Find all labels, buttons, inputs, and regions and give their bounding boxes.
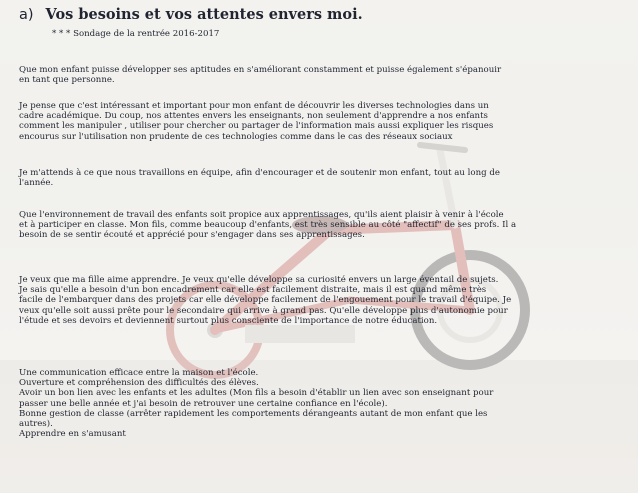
paragraph-line: Je veux que ma fille aime apprendre. Je veux qu'elle développe sa curiosité envers un large éventail de sujets. (19, 275, 499, 285)
paragraph-line: Je sais qu'elle a besoin d'un bon encadrement car elle est facilement distraite, mais il est quand même très (19, 285, 487, 296)
paragraph-line: facile de l'embarquer dans des projets car elle développe facilement de l'engouement pour le travail d'équipe. Je (19, 295, 512, 306)
paragraph-line: en tant que personne. (19, 75, 115, 86)
paragraph-line: veux qu'elle soit aussi prête pour le secondaire qui arrive à grand pas. Qu'elle développe plus d'autonomie pour (19, 305, 508, 316)
paragraph-line: et à participer en classe. Mon fils, comme beaucoup d'enfants, est très sensible au côté "affectif" de ses profs. Il a (19, 220, 517, 231)
response-paragraph-6 (19, 368, 619, 439)
response-paragraph-4 (19, 210, 619, 241)
response-paragraph-2 (19, 101, 619, 142)
paragraph-line: autres). (19, 419, 53, 430)
response-paragraph-5 (19, 275, 619, 326)
paragraph-line: cadre académique. Du coup, nos attentes envers les enseignants, non seulement d'apprendre a nos enfants (19, 111, 488, 122)
paragraph-line: l'année. (19, 178, 54, 189)
paragraph-line: Je m'attends à ce que nous travaillons en équipe, afin d'encourager et de soutenir mon enfant, tout au long de (19, 168, 500, 178)
paragraph-line: Avoir un bon lien avec les enfants et les adultes (Mon fils a besoin d'établir un lien avec son enseignant pour (19, 388, 494, 399)
paragraph-line: Je pense que c'est intéressant et important pour mon enfant de découvrir les diverses technologies dans un (19, 101, 489, 111)
paragraph-line: passer une belle année et j'ai besoin de retrouver une certaine confiance en l'école). (19, 398, 388, 409)
response-paragraph-3 (19, 168, 619, 188)
survey-subtitle: * * * Sondage de la rentrée 2016-2017 (52, 29, 220, 39)
paragraph-line: Ouverture et compréhension des difficultés des élèves. (19, 378, 259, 389)
section-letter: a) (19, 7, 34, 23)
paragraph-line: Que l'environnement de travail des enfants soit propice aux apprentissages, qu'ils aient plaisir à venir à l'école (19, 210, 504, 220)
paragraph-line: besoin de se sentir écouté et apprécié pour s'engager dans ses apprentissages. (19, 230, 365, 241)
paragraph-line: Apprendre en s'amusant (19, 429, 126, 440)
section-title: Vos besoins et vos attentes envers moi. (45, 6, 363, 23)
paragraph-line: Que mon enfant puisse développer ses aptitudes en s'améliorant constamment et puisse également s'épanouir (19, 65, 502, 75)
paragraph-line: encourus sur l'utilisation non prudente de ces technologies comme dans le cas des réseaux sociaux (19, 131, 453, 142)
response-paragraph-1 (19, 65, 619, 85)
paragraph-line: l'étude et ses devoirs et deviennent surtout plus consciente de l'importance de notre éducation. (19, 315, 438, 326)
paragraph-line: Une communication efficace entre la maison et l'école. (19, 368, 259, 378)
paragraph-line: Bonne gestion de classe (arrêter rapidement les comportements dérangeants autant de mon enfant que les (19, 408, 488, 419)
paragraph-line: comment les manipuler , utiliser pour chercher ou partager de l'information mais aussi expliquer les risques (19, 121, 494, 132)
section-heading (19, 6, 363, 23)
